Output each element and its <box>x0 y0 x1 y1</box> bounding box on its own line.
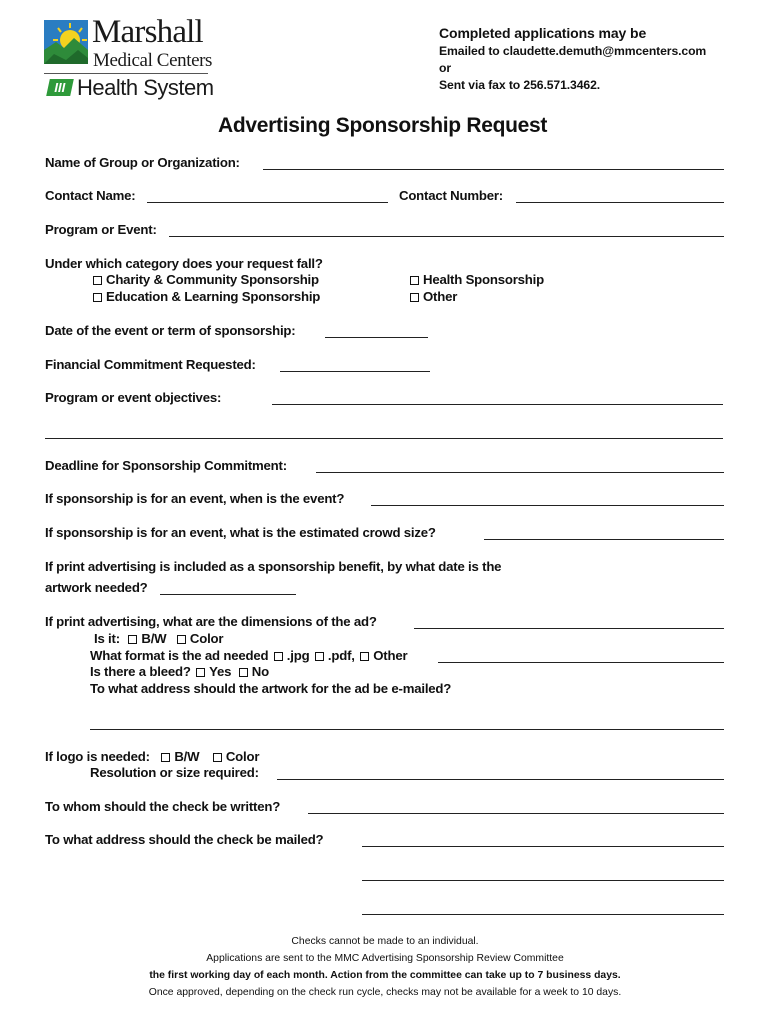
format-label: What format is the ad needed <box>90 648 269 663</box>
is-it-label: Is it: <box>94 631 120 646</box>
submission-email: Emailed to claudette.demuth@mmcenters.com <box>439 44 707 58</box>
contact-name-field[interactable] <box>147 202 388 203</box>
format-other-field[interactable] <box>438 662 724 663</box>
logo <box>44 14 214 102</box>
group-name-field[interactable] <box>263 169 724 170</box>
objectives-field-2[interactable] <box>45 438 723 439</box>
artwork-address-field[interactable] <box>90 729 724 730</box>
checkbox[interactable] <box>410 293 419 302</box>
logo-health-system: Health System <box>77 75 214 100</box>
objectives-label: Program or event objectives: <box>45 390 222 405</box>
check-mailed-label: To what address should the check be mailed? <box>45 832 324 847</box>
bleed-label: Is there a bleed? <box>90 664 191 679</box>
check-mailed-field-2[interactable] <box>362 880 724 881</box>
print-date-field[interactable] <box>160 594 296 595</box>
category-health-label: Health Sponsorship <box>423 272 544 287</box>
date-term-label: Date of the event or term of sponsorship: <box>45 323 296 338</box>
financial-field[interactable] <box>280 371 430 372</box>
checkbox-color[interactable] <box>177 635 186 644</box>
check-mailed-field-1[interactable] <box>362 846 724 847</box>
logo-subtitle: Medical Centers <box>93 50 213 71</box>
bw-label: B/W <box>141 631 167 646</box>
crowd-size-label: If sponsorship is for an event, what is the estimated crowd size? <box>45 525 436 540</box>
logo-color-label: Color <box>225 749 260 764</box>
date-term-field[interactable] <box>325 337 428 338</box>
print-date-label-2: artwork needed? <box>45 580 148 595</box>
checkbox-logo-bw[interactable] <box>161 753 170 762</box>
page-title: Advertising Sponsorship Request <box>218 114 548 137</box>
checkbox-logo-color[interactable] <box>213 753 222 762</box>
submission-heading: Completed applications may be <box>439 25 647 41</box>
dimensions-field[interactable] <box>414 628 724 629</box>
contact-number-field[interactable] <box>516 202 724 203</box>
health-system-icon: III <box>46 79 74 96</box>
artwork-address-label: To what address should the artwork for the ad be e-mailed? <box>90 681 452 696</box>
logo-name: Marshall <box>92 14 203 50</box>
print-date-label-1: If print advertising is included as a sponsorship benefit, by what date is the <box>45 559 502 574</box>
category-charity-label: Charity & Community Sponsorship <box>106 272 319 287</box>
dimensions-label: If print advertising, what are the dimensions of the ad? <box>45 614 377 629</box>
footer-line-2: Applications are sent to the MMC Advertising Sponsorship Review Committee <box>206 953 564 964</box>
pdf-label: .pdf, <box>327 648 355 663</box>
checkbox-no[interactable] <box>239 668 248 677</box>
logo-divider <box>44 73 208 74</box>
format-row <box>90 648 407 663</box>
checkbox[interactable] <box>93 276 102 285</box>
checkbox-jpg[interactable] <box>274 652 283 661</box>
check-written-label: To whom should the check be written? <box>45 799 281 814</box>
submission-or: or <box>439 61 451 75</box>
resolution-field[interactable] <box>277 779 724 780</box>
contact-name-label: Contact Name: <box>45 188 136 203</box>
category-other-label: Other <box>423 289 458 304</box>
submission-fax: Sent via fax to 256.571.3462. <box>439 78 601 92</box>
program-event-field[interactable] <box>169 236 724 237</box>
category-education[interactable] <box>92 289 320 304</box>
crowd-size-field[interactable] <box>484 539 724 540</box>
deadline-label: Deadline for Sponsorship Commitment: <box>45 458 287 473</box>
logo-bw-label: B/W <box>174 749 200 764</box>
check-written-field[interactable] <box>308 813 724 814</box>
footer-line-4: Once approved, depending on the check run cycle, checks may not be available for a week to 10 days. <box>148 987 622 998</box>
when-event-label: If sponsorship is for an event, when is the event? <box>45 491 345 506</box>
category-other[interactable] <box>409 289 457 304</box>
no-label: No <box>251 664 269 679</box>
financial-label: Financial Commitment Requested: <box>45 357 256 372</box>
yes-label: Yes <box>209 664 232 679</box>
category-health[interactable] <box>409 272 544 287</box>
checkbox-bw[interactable] <box>128 635 137 644</box>
ad-color-row <box>94 631 223 646</box>
checkbox[interactable] <box>410 276 419 285</box>
resolution-label: Resolution or size required: <box>90 765 259 780</box>
when-event-field[interactable] <box>371 505 724 506</box>
jpg-label: .jpg <box>286 648 310 663</box>
objectives-field-1[interactable] <box>272 404 723 405</box>
other-label: Other <box>373 648 408 663</box>
program-event-label: Program or Event: <box>45 222 157 237</box>
footer-line-3: the first working day of each month. Action from the committee can take up to 7 business days. <box>149 970 621 981</box>
logo-mountain-icon <box>44 20 88 64</box>
checkbox[interactable] <box>93 293 102 302</box>
check-mailed-field-3[interactable] <box>362 914 724 915</box>
checkbox-pdf[interactable] <box>315 652 324 661</box>
color-label: Color <box>189 631 224 646</box>
group-name-label: Name of Group or Organization: <box>45 155 240 170</box>
logo-needed-label: If logo is needed: <box>45 749 150 764</box>
category-question: Under which category does your request fall? <box>45 256 323 271</box>
checkbox-yes[interactable] <box>196 668 205 677</box>
logo-needed-row <box>45 749 259 764</box>
checkbox-other[interactable] <box>360 652 369 661</box>
contact-number-label: Contact Number: <box>399 188 503 203</box>
category-charity[interactable] <box>92 272 319 287</box>
category-education-label: Education & Learning Sponsorship <box>106 289 321 304</box>
deadline-field[interactable] <box>316 472 724 473</box>
footer-line-1: Checks cannot be made to an individual. <box>291 936 479 947</box>
bleed-row <box>90 664 269 679</box>
